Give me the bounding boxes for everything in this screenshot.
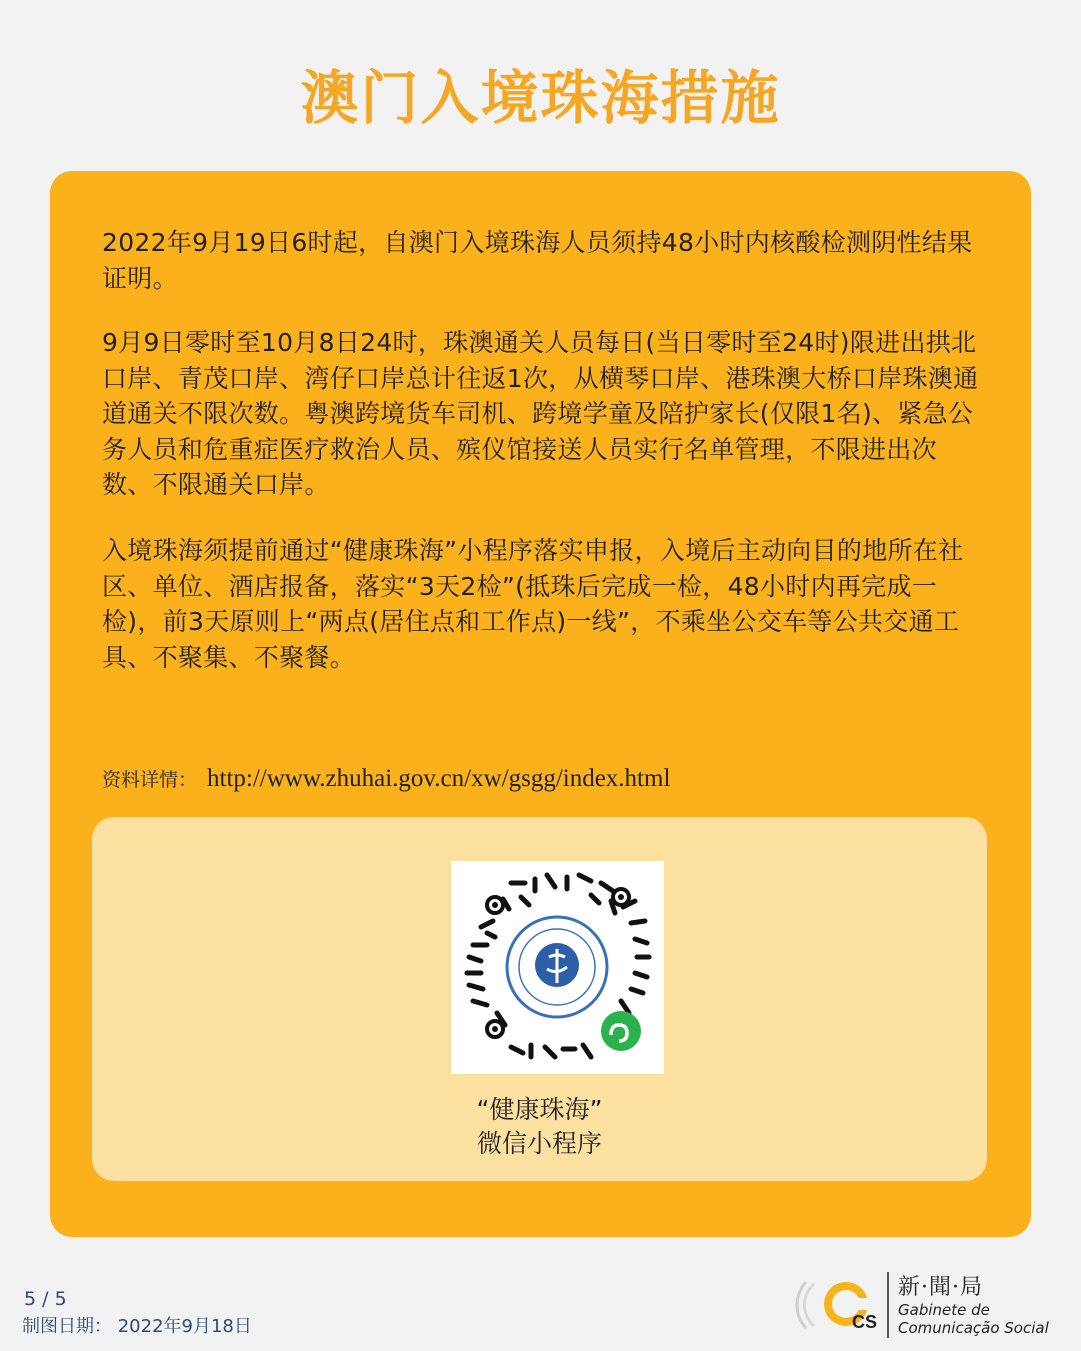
logo-portuguese-line1: Gabinete de: [898, 1301, 990, 1319]
info-card: [50, 171, 1031, 1237]
qr-caption-name: “健康珠海”: [476, 1095, 603, 1124]
paragraph-nucleic-test: 2022年9月19日6时起，自澳门入境珠海人员须持48小时内核酸检测阴性结果证明。: [102, 228, 973, 293]
gcs-logo-mark: [792, 1268, 892, 1342]
source-link[interactable]: http://www.zhuhai.gov.cn/xw/gsgg/index.html: [207, 765, 671, 792]
qr-caption-type: 微信小程序: [476, 1129, 602, 1158]
chart-date: 制图日期： 2022年9月18日: [22, 1316, 252, 1337]
page-title: 澳门入境珠海措施: [300, 64, 781, 132]
mini-program-qr-code[interactable]: [451, 861, 664, 1074]
qr-panel: [92, 817, 987, 1181]
logo-portuguese-line2: Comunicação Social: [898, 1319, 1049, 1337]
paragraph-border-crossing: 9月9日零时至10月8日24时，珠澳通关人员每日(当日零时至24时)限进出拱北口岸、青茂口岸、湾仔口岸总计往返1次，从横琴口岸、港珠澳大桥口岸珠澳通道通关不限次数。粤澳跨境货车司机、跨境学童及陪护家长(仅限1名)、紧急公务人员和危重症医疗救治人员、殡仪馆接送人员实行名单管理，不限进出次数、不限通关口岸。: [102, 328, 979, 499]
logo-chinese-name: 新·聞·局: [898, 1275, 983, 1300]
source-label: 资料详情：: [102, 769, 198, 791]
paragraph-health-declaration: 入境珠海须提前通过“健康珠海”小程序落实申报，入境后主动向目的地所在社区、单位、酒店报备，落实“3天2检”(抵珠后完成一检，48小时内再完成一检)，前3天原则上“两点(居住点和工作点)一线”，不乘坐公交车等公共交通工具、不聚集、不聚餐。: [102, 536, 964, 672]
gcs-logo: [792, 1268, 1067, 1342]
page-indicator: 5 / 5: [24, 1288, 67, 1310]
qr-code-graphic: [451, 861, 664, 1074]
svg-text:CS: CS: [852, 1312, 878, 1332]
source-line: [102, 765, 670, 793]
